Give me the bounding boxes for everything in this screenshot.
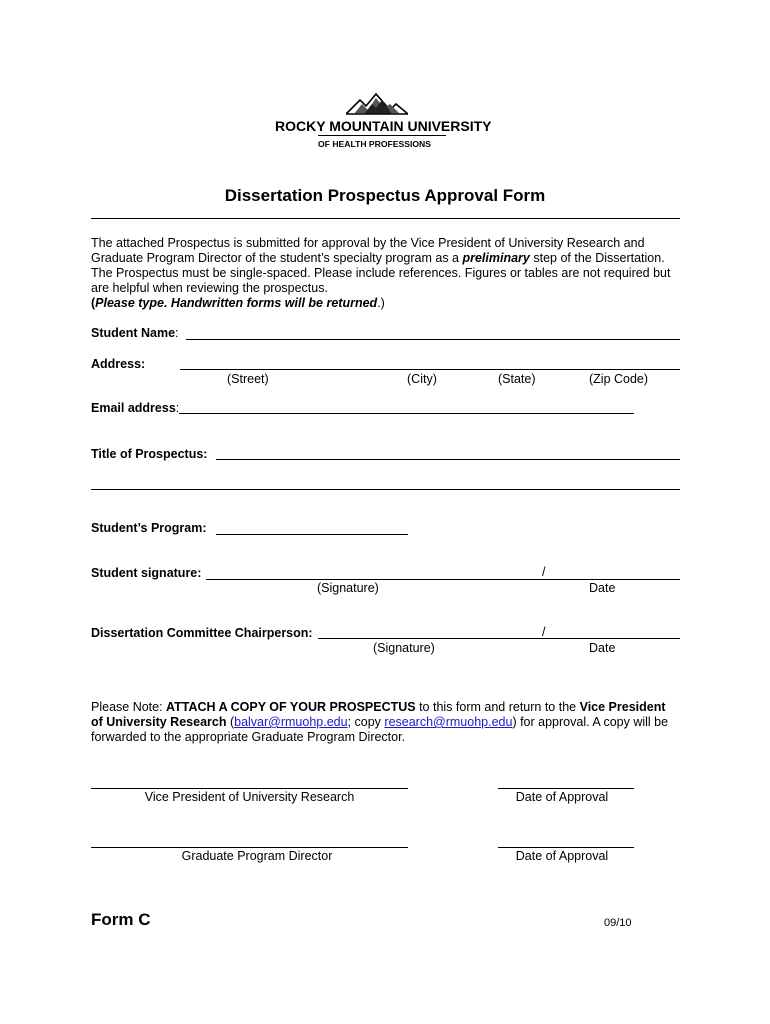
preliminary-emphasis: preliminary [462,251,530,265]
prospectus-title-field-2[interactable] [91,489,680,490]
form-version: 09/10 [604,917,632,929]
program-field[interactable] [216,534,408,535]
signature-caption: (Signature) [317,581,379,595]
vp-signature-field[interactable] [91,788,408,789]
gpd-date-field[interactable] [498,847,634,848]
attach-instruction: ATTACH A COPY OF YOUR PROSPECTUS [166,700,416,714]
paren-open: ( [91,296,96,310]
student-signature-label: Student signature: [91,566,202,580]
type-warning: Please type. Handwritten forms will be returned [95,296,378,310]
chair-label: Dissertation Committee Chairperson: [91,626,313,640]
prospectus-title-field[interactable] [216,459,680,460]
paren-close: .) [377,296,385,310]
address-label: Address: [91,357,146,371]
chair-slash: / [542,625,546,639]
student-name-label: Student Name: [91,326,179,340]
student-signature-field[interactable] [206,579,680,580]
intro-line-5 [91,296,385,311]
intro-line-2a: Graduate Program Director of the student’s specialty program as a [91,251,463,265]
intro-line-3: The Prospectus must be single-spaced. Please include references. Figures or tables are not required but [91,266,671,280]
state-caption: (State) [498,372,536,386]
gpd-signature-field[interactable] [91,847,408,848]
mountain-icon [346,92,408,116]
intro-line-2c: step of the Dissertation. [529,251,665,265]
intro-line-2 [91,251,665,266]
email-field[interactable] [179,413,634,414]
gpd-caption: Graduate Program Director [181,849,333,863]
note-line-2: of University Research (balvar@rmuohp.edu; copy research@rmuohp.edu) for approval. A copy will be [91,715,669,729]
vp-date-field[interactable] [498,788,634,789]
logo-name: ROCKY MOUNTAIN UNIVERSITY [275,118,492,134]
prospectus-title-label: Title of Prospectus: [91,447,208,461]
chair-signature-caption: (Signature) [373,641,435,655]
email-label: Email address: [91,401,180,415]
university-logo [270,92,500,152]
form-id: Form C [91,910,151,929]
intro-line-4: are helpful when reviewing the prospectus. [91,281,328,295]
note-line-3: forwarded to the appropriate Graduate Program Director. [91,730,406,744]
logo-subtitle: OF HEALTH PROFESSIONS [318,139,431,149]
intro-line-1: The attached Prospectus is submitted for approval by the Vice President of University Research and [91,236,645,250]
research-email-link[interactable]: research@rmuohp.edu [384,715,513,729]
address-field[interactable] [180,369,680,370]
student-name-field[interactable] [186,339,680,340]
logo-divider [318,135,446,136]
zip-caption: (Zip Code) [589,372,649,386]
city-caption: (City) [407,372,437,386]
page-title: Dissertation Prospectus Approval Form [224,186,546,205]
chair-signature-field[interactable] [318,638,680,639]
signature-date-caption: Date [589,581,616,595]
chair-date-caption: Date [589,641,616,655]
title-rule [91,218,680,219]
program-label: Student’s Program: [91,521,207,535]
street-caption: (Street) [227,372,269,386]
signature-slash: / [542,565,546,579]
vp-email-link[interactable]: balvar@rmuohp.edu [234,715,348,729]
vp-date-caption: Date of Approval [515,790,609,804]
gpd-date-caption: Date of Approval [515,849,609,863]
vp-caption: Vice President of University Research [144,790,355,804]
note-line-1: Please Note: ATTACH A COPY OF YOUR PROSPECTUS to this form and return to the Vice President [91,700,666,714]
